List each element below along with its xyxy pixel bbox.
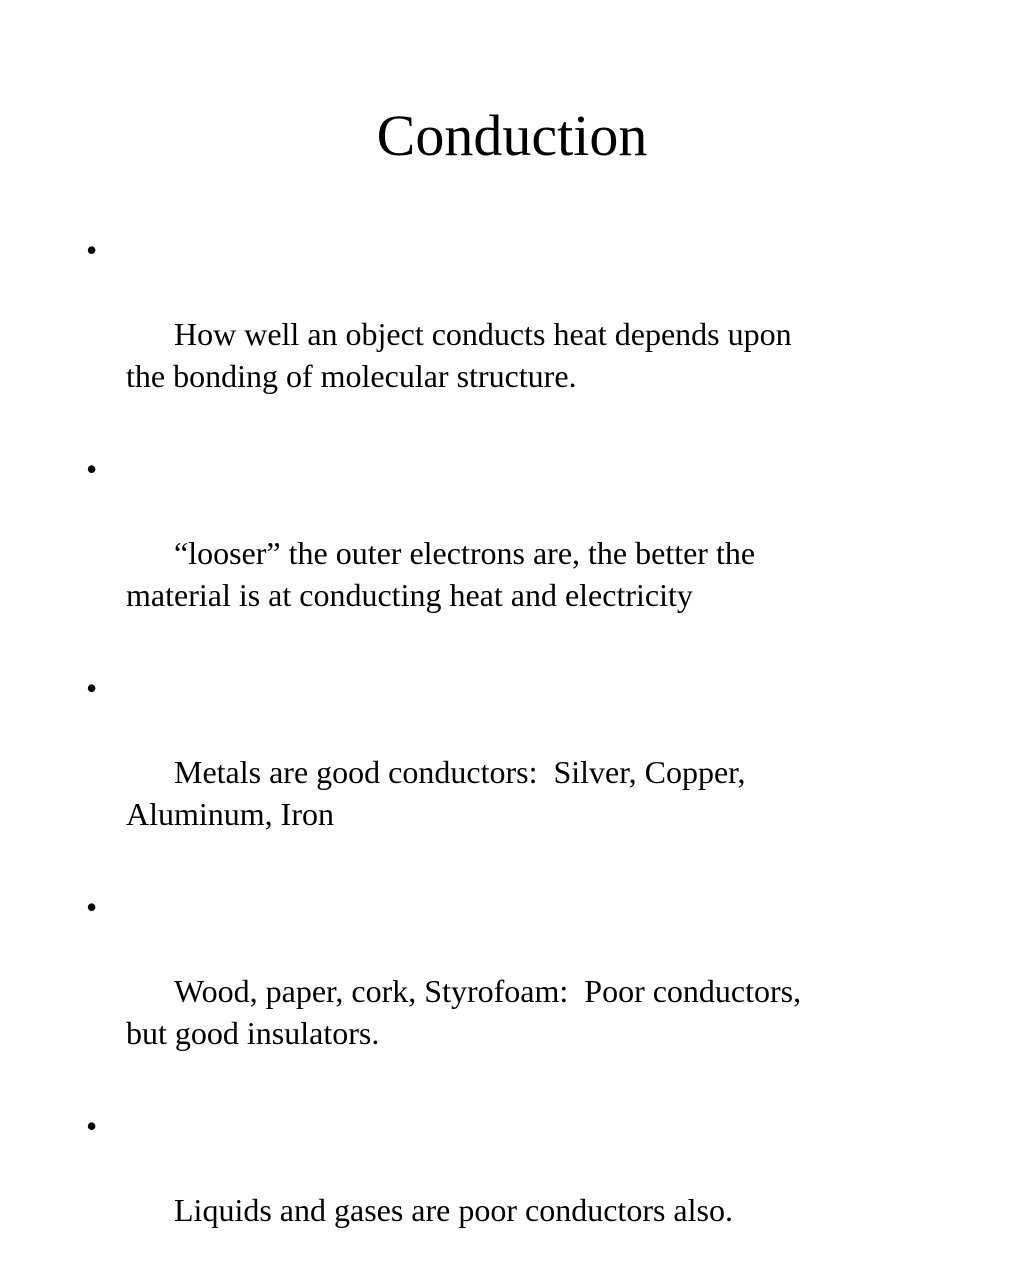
bullet-text: Liquids and gases are poor conductors also. bbox=[174, 1192, 733, 1228]
bullet-text: “looser” the outer electrons are, the better the material is at conducting heat and electricity bbox=[126, 535, 756, 613]
bullet-text: Metals are good conductors: Silver, Copper, Aluminum, Iron bbox=[126, 754, 746, 832]
slide-title: Conduction bbox=[376, 103, 648, 168]
bullet-icon: • bbox=[86, 232, 98, 268]
bullet-icon: • bbox=[86, 670, 98, 706]
bullet-icon: • bbox=[86, 451, 98, 487]
bullet-item bbox=[86, 667, 936, 877]
bullet-text: Wood, paper, cork, Styrofoam: Poor conductors, but good insulators. bbox=[126, 973, 802, 1051]
bullet-item bbox=[86, 229, 936, 439]
bullet-text: How well an object conducts heat depends upon the bonding of molecular structure. bbox=[126, 316, 792, 394]
bullet-icon: • bbox=[86, 1108, 98, 1144]
bullet-list bbox=[86, 229, 936, 1282]
bullet-item bbox=[86, 1105, 936, 1273]
bullet-item bbox=[86, 448, 936, 658]
bullet-icon: • bbox=[86, 889, 98, 925]
bullet-item bbox=[86, 886, 936, 1096]
